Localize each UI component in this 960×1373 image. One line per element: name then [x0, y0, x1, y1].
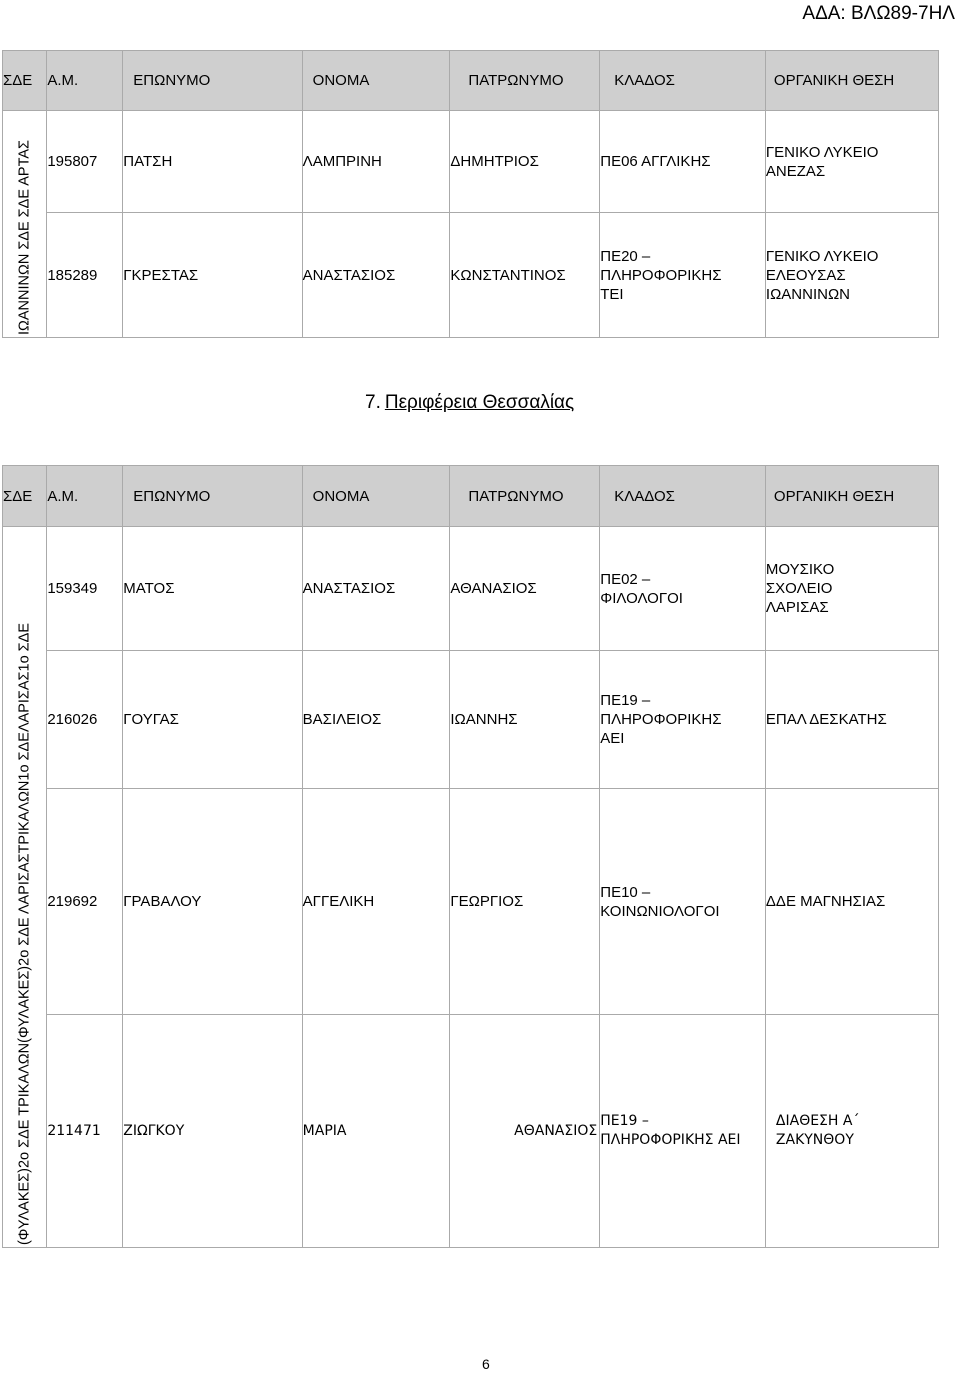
section-number: 7.	[365, 392, 381, 413]
col-am: Α.Μ.	[47, 466, 123, 527]
table-header	[3, 466, 939, 527]
father-cell: ΙΩΑΝΝΗΣ	[450, 651, 600, 789]
position-cell: ΔΙΑΘΕΣΗ Α΄ ΖΑΚΥΝΘΟΥ	[765, 1015, 938, 1248]
table-row	[3, 651, 939, 789]
col-position: ΟΡΓΑΝΙΚΗ ΘΕΣΗ	[765, 466, 938, 527]
table-header	[3, 51, 939, 111]
col-am: Α.Μ.	[47, 51, 123, 111]
position-cell: ΜΟΥΣΙΚΟ ΣΧΟΛΕΙΟ ΛΑΡΙΣΑΣ	[765, 527, 938, 651]
col-branch: ΚΛΑΔΟΣ	[600, 466, 766, 527]
col-sde: ΣΔΕ	[3, 51, 47, 111]
sde-cell	[3, 527, 47, 1248]
sde-label: ΙΩΑΝΝΙΝΩΝ ΣΔΕ ΣΔΕ ΑΡΤΑΣ	[16, 140, 33, 335]
position-cell: ΓΕΝΙΚΟ ΛΥΚΕΙΟ ΑΝΕΖΑΣ	[765, 111, 938, 213]
section-title: Περιφέρεια Θεσσαλίας	[384, 392, 575, 413]
table-row	[3, 213, 939, 338]
father-cell: ΔΗΜΗΤΡΙΟΣ	[450, 111, 600, 213]
am-cell: 195807	[47, 111, 123, 213]
surname-cell: ΓΟΥΓΑΣ	[123, 651, 302, 789]
col-father: ΠΑΤΡΩΝΥΜΟ	[450, 466, 600, 527]
table-ioannina	[2, 50, 939, 338]
branch-cell: ΠΕ20 – ΠΛΗΡΟΦΟΡΙΚΗΣ ΤΕΙ	[600, 213, 766, 338]
branch-cell: ΠΕ19 – ΠΛΗΡΟΦΟΡΙΚΗΣ ΑΕΙ	[600, 1015, 766, 1248]
branch-cell: ΠΕ02 – ΦΙΛΟΛΟΓΟΙ	[600, 527, 766, 651]
surname-cell: ΖΙΩΓΚΟΥ	[123, 1015, 302, 1248]
col-position: ΟΡΓΑΝΙΚΗ ΘΕΣΗ	[765, 51, 938, 111]
father-cell: ΑΘΑΝΑΣΙΟΣ	[450, 1015, 600, 1248]
surname-cell: ΠΑΤΣΗ	[123, 111, 302, 213]
page-number: 6	[482, 1356, 490, 1372]
col-father: ΠΑΤΡΩΝΥΜΟ	[450, 51, 600, 111]
sde-cell	[3, 111, 47, 338]
col-sde: ΣΔΕ	[3, 466, 47, 527]
branch-cell: ΠΕ10 – ΚΟΙΝΩΝΙΟΛΟΓΟΙ	[600, 789, 766, 1015]
father-cell: ΚΩΝΣΤΑΝΤΙΝΟΣ	[450, 213, 600, 338]
am-cell: 219692	[47, 789, 123, 1015]
name-cell: ΒΑΣΙΛΕΙΟΣ	[302, 651, 450, 789]
position-cell: ΕΠΑΛ ΔΕΣΚΑΤΗΣ	[765, 651, 938, 789]
table-row	[3, 527, 939, 651]
am-cell: 216026	[47, 651, 123, 789]
sde-label: (ΦΥΛΑΚΕΣ)2ο ΣΔΕ ΤΡΙΚΑΛΩΝ(ΦΥΛΑΚΕΣ)2ο ΣΔΕ ΛΑΡΙΣΑΣΤΡΙΚΑΛΩΝ1ο ΣΔΕΛΑΡΙΣΑΣ1ο ΣΔΕ	[16, 622, 33, 1245]
table-row	[3, 789, 939, 1015]
am-cell: 211471	[47, 1015, 123, 1248]
position-cell: ΔΔΕ ΜΑΓΝΗΣΙΑΣ	[765, 789, 938, 1015]
name-cell: ΑΝΑΣΤΑΣΙΟΣ	[302, 527, 450, 651]
col-branch: ΚΛΑΔΟΣ	[600, 51, 766, 111]
name-cell: ΑΝΑΣΤΑΣΙΟΣ	[302, 213, 450, 338]
table-row	[3, 111, 939, 213]
father-cell: ΓΕΩΡΓΙΟΣ	[450, 789, 600, 1015]
name-cell: ΑΓΓΕΛΙΚΗ	[302, 789, 450, 1015]
ada-code: ΑΔΑ: ΒΛΩ89-7ΗΛ	[802, 3, 955, 24]
surname-cell: ΓΡΑΒΑΛΟΥ	[123, 789, 302, 1015]
name-cell: ΜΑΡΙΑ	[302, 1015, 450, 1248]
col-surname: ΕΠΩΝΥΜΟ	[123, 466, 302, 527]
col-name: ΟΝΟΜΑ	[302, 466, 450, 527]
position-cell: ΓΕΝΙΚΟ ΛΥΚΕΙΟ ΕΛΕΟΥΣΑΣ ΙΩΑΝΝΙΝΩΝ	[765, 213, 938, 338]
table-row	[3, 1015, 939, 1248]
surname-cell: ΓΚΡΕΣΤΑΣ	[123, 213, 302, 338]
col-surname: ΕΠΩΝΥΜΟ	[123, 51, 302, 111]
section-heading	[365, 391, 574, 415]
name-cell: ΛΑΜΠΡΙΝΗ	[302, 111, 450, 213]
father-cell: ΑΘΑΝΑΣΙΟΣ	[450, 527, 600, 651]
surname-cell: ΜΑΤΟΣ	[123, 527, 302, 651]
am-cell: 185289	[47, 213, 123, 338]
am-cell: 159349	[47, 527, 123, 651]
col-name: ΟΝΟΜΑ	[302, 51, 450, 111]
branch-cell: ΠΕ19 – ΠΛΗΡΟΦΟΡΙΚΗΣ ΑΕΙ	[600, 651, 766, 789]
branch-cell: ΠΕ06 ΑΓΓΛΙΚΗΣ	[600, 111, 766, 213]
table-thessaly	[2, 465, 939, 1248]
